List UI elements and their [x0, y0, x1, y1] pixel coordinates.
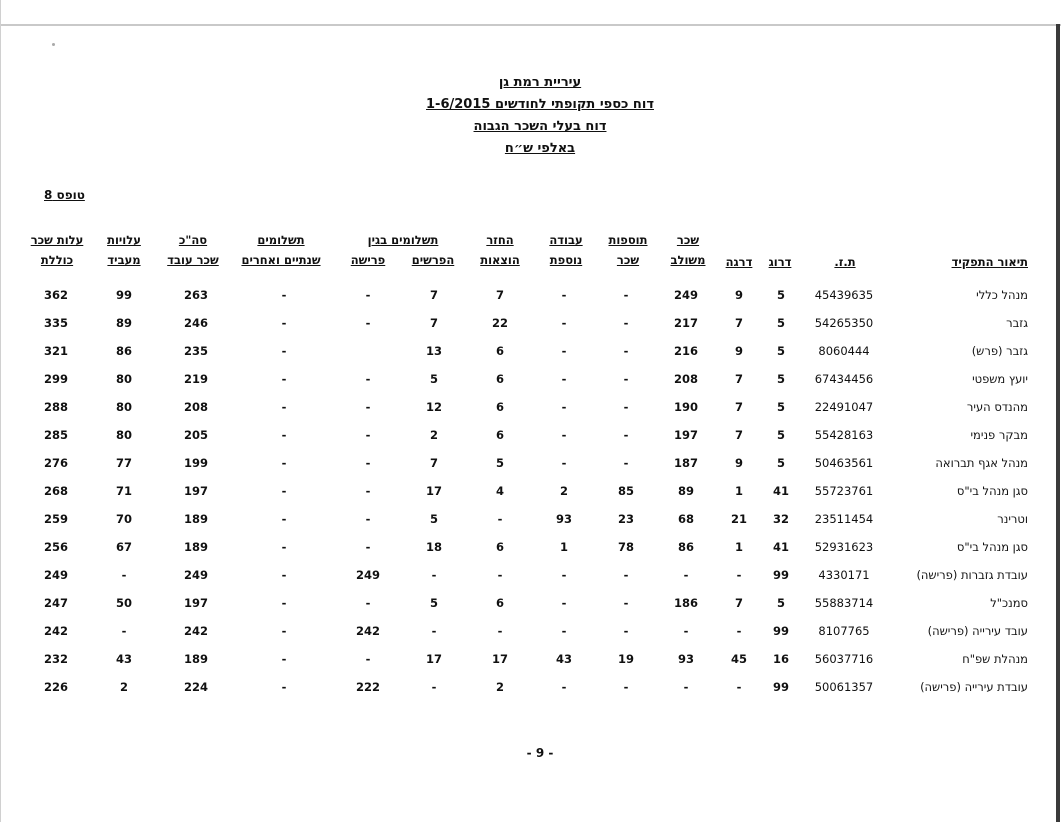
- cell-retirement: -: [365, 372, 371, 386]
- cell-id: 52931623: [814, 540, 874, 554]
- cell-description: גזבר: [1006, 316, 1028, 330]
- cell-annual-other: -: [281, 288, 287, 302]
- cell-annual-other: -: [281, 540, 287, 554]
- cell-description: מהנדס העיר: [966, 400, 1028, 414]
- header-additions-line2: שכר: [616, 253, 640, 267]
- cell-retirement-diffs: 13: [425, 344, 442, 358]
- cell-grade: 1: [734, 484, 743, 498]
- cell-grade: -: [736, 568, 742, 582]
- cell-total-cost: 256: [43, 540, 68, 554]
- cell-rank: 5: [776, 288, 785, 302]
- cell-salary-additions: -: [623, 568, 629, 582]
- cell-description: מנהל כללי: [976, 288, 1028, 302]
- cell-salary-additions: -: [623, 344, 629, 358]
- cell-employer-costs: 80: [115, 372, 132, 386]
- cell-total-cost: 299: [43, 372, 68, 386]
- cell-extra-work: -: [561, 316, 567, 330]
- header-retirement-group: תשלומים בגין: [367, 233, 439, 247]
- cell-total-salary: 199: [183, 456, 208, 470]
- table-row: [0, 596, 1061, 618]
- cell-salary-additions: -: [623, 316, 629, 330]
- cell-combined-salary: -: [683, 568, 689, 582]
- cell-combined-salary: 217: [673, 316, 698, 330]
- cell-expense-refund: 6: [495, 372, 504, 386]
- header-rank: דרוג: [768, 255, 792, 269]
- cell-expense-refund: 17: [491, 652, 508, 666]
- cell-grade: 21: [730, 512, 747, 526]
- cell-description: סגן מנהל בי"ס: [956, 484, 1028, 498]
- cell-annual-other: -: [281, 344, 287, 358]
- cell-extra-work: -: [561, 400, 567, 414]
- header-grade: דרגה: [725, 255, 753, 269]
- cell-combined-salary: 249: [673, 288, 698, 302]
- cell-extra-work: -: [561, 680, 567, 694]
- cell-total-salary: 197: [183, 596, 208, 610]
- cell-salary-additions: 78: [617, 540, 634, 554]
- header-id: ת.ז.: [834, 255, 856, 269]
- cell-retirement: -: [365, 400, 371, 414]
- cell-extra-work: 2: [559, 484, 568, 498]
- cell-employer-costs: 2: [119, 680, 128, 694]
- cell-extra-work: -: [561, 596, 567, 610]
- cell-employer-costs: 89: [115, 316, 132, 330]
- table-row: [0, 456, 1061, 478]
- cell-expense-refund: 4: [495, 484, 504, 498]
- cell-rank: 5: [776, 316, 785, 330]
- cell-expense-refund: 6: [495, 344, 504, 358]
- cell-description: גזבר (פרש): [971, 344, 1028, 358]
- cell-employer-costs: -: [121, 568, 127, 582]
- report-subject: דוח בעלי השכר הגבוה: [473, 119, 607, 134]
- cell-grade: 9: [734, 288, 743, 302]
- cell-annual-other: -: [281, 372, 287, 386]
- cell-expense-refund: 6: [495, 428, 504, 442]
- cell-total-cost: 335: [43, 316, 68, 330]
- cell-rank: 5: [776, 428, 785, 442]
- cell-total-cost: 249: [43, 568, 68, 582]
- cell-retirement-diffs: 5: [429, 372, 438, 386]
- cell-extra-work: -: [561, 624, 567, 638]
- cell-id: 8107765: [818, 624, 870, 638]
- cell-rank: 99: [772, 624, 789, 638]
- cell-rank: 5: [776, 344, 785, 358]
- cell-total-cost: 362: [43, 288, 68, 302]
- cell-id: 50061357: [814, 680, 874, 694]
- cell-combined-salary: -: [683, 624, 689, 638]
- cell-salary-additions: -: [623, 372, 629, 386]
- cell-employer-costs: 50: [115, 596, 132, 610]
- cell-extra-work: -: [561, 288, 567, 302]
- cell-rank: 5: [776, 456, 785, 470]
- cell-description: מנהל אגף תברואה: [935, 456, 1028, 470]
- cell-extra-work: 93: [555, 512, 572, 526]
- cell-description: עובד עירייה (פרישה): [927, 624, 1028, 638]
- report-units: באלפי ש״ח: [504, 141, 576, 156]
- cell-employer-costs: -: [121, 624, 127, 638]
- cell-description: וטרינר: [997, 512, 1028, 526]
- cell-salary-additions: 23: [617, 512, 634, 526]
- cell-id: 54265350: [814, 316, 874, 330]
- cell-expense-refund: 6: [495, 400, 504, 414]
- cell-description: סגן מנהל בי"ס: [956, 540, 1028, 554]
- cell-id: 23511454: [814, 512, 874, 526]
- cell-annual-other: -: [281, 624, 287, 638]
- header-combined-line1: שכר: [676, 233, 700, 247]
- cell-id: 50463561: [814, 456, 874, 470]
- cell-salary-additions: -: [623, 288, 629, 302]
- cell-employer-costs: 86: [115, 344, 132, 358]
- cell-retirement-diffs: 2: [429, 428, 438, 442]
- cell-combined-salary: 187: [673, 456, 698, 470]
- cell-retirement-diffs: -: [431, 568, 437, 582]
- cell-total-salary: 219: [183, 372, 208, 386]
- municipality-name: עיריית רמת גן: [498, 75, 582, 90]
- table-row: [0, 344, 1061, 366]
- cell-expense-refund: -: [497, 624, 503, 638]
- cell-description: יועץ משפטי: [972, 372, 1028, 386]
- cell-expense-refund: 7: [495, 288, 504, 302]
- cell-retirement-diffs: 18: [425, 540, 442, 554]
- header-total-line1: סה"כ: [178, 233, 208, 247]
- table-row: [0, 400, 1061, 422]
- scan-edge-top: [0, 24, 1061, 26]
- cell-retirement: -: [365, 456, 371, 470]
- cell-id: 22491047: [814, 400, 874, 414]
- cell-grade: 45: [730, 652, 747, 666]
- cell-id: 67434456: [814, 372, 874, 386]
- cell-total-cost: 285: [43, 428, 68, 442]
- cell-combined-salary: -: [683, 680, 689, 694]
- cell-rank: 16: [772, 652, 789, 666]
- cell-total-salary: 189: [183, 540, 208, 554]
- cell-extra-work: -: [561, 344, 567, 358]
- header-extra-line1: עבודה: [549, 233, 583, 247]
- cell-id: 56037716: [814, 652, 874, 666]
- report-title-block: [300, 72, 780, 160]
- cell-retirement-diffs: 5: [429, 512, 438, 526]
- cell-retirement-diffs: -: [431, 624, 437, 638]
- cell-total-salary: 189: [183, 652, 208, 666]
- cell-total-cost: 321: [43, 344, 68, 358]
- cell-total-cost: 226: [43, 680, 68, 694]
- cell-expense-refund: 6: [495, 540, 504, 554]
- cell-description: סמנכ"ל: [990, 596, 1028, 610]
- cell-grade: -: [736, 680, 742, 694]
- cell-retirement: 242: [355, 624, 380, 638]
- header-cost-line1: עלות שכר: [30, 233, 84, 247]
- cell-employer-costs: 67: [115, 540, 132, 554]
- cell-combined-salary: 197: [673, 428, 698, 442]
- cell-grade: 7: [734, 400, 743, 414]
- cell-total-salary: 246: [183, 316, 208, 330]
- cell-employer-costs: 70: [115, 512, 132, 526]
- header-total-line2: שכר עובד: [167, 253, 219, 267]
- cell-grade: 9: [734, 456, 743, 470]
- cell-total-salary: 224: [183, 680, 208, 694]
- cell-id: 45439635: [814, 288, 874, 302]
- header-retirement-diffs: הפרשים: [411, 253, 455, 267]
- cell-rank: 5: [776, 400, 785, 414]
- cell-retirement: -: [365, 428, 371, 442]
- cell-annual-other: -: [281, 596, 287, 610]
- cell-rank: 41: [772, 540, 789, 554]
- cell-employer-costs: 43: [115, 652, 132, 666]
- cell-expense-refund: 22: [491, 316, 508, 330]
- cell-rank: 99: [772, 680, 789, 694]
- cell-annual-other: -: [281, 680, 287, 694]
- cell-total-cost: 242: [43, 624, 68, 638]
- cell-annual-other: -: [281, 512, 287, 526]
- cell-retirement: 222: [355, 680, 380, 694]
- cell-retirement-diffs: 7: [429, 288, 438, 302]
- cell-retirement: -: [365, 512, 371, 526]
- scan-speck: [52, 43, 55, 46]
- cell-annual-other: -: [281, 484, 287, 498]
- cell-id: 55883714: [814, 596, 874, 610]
- cell-rank: 32: [772, 512, 789, 526]
- header-employer-line1: עלויות: [107, 233, 141, 247]
- cell-annual-other: -: [281, 316, 287, 330]
- page-number: - 9 -: [526, 746, 554, 760]
- table-row: [0, 316, 1061, 338]
- cell-salary-additions: -: [623, 624, 629, 638]
- table-row: [0, 372, 1061, 394]
- cell-combined-salary: 216: [673, 344, 698, 358]
- cell-combined-salary: 190: [673, 400, 698, 414]
- cell-total-cost: 247: [43, 596, 68, 610]
- header-additions-line1: תוספות: [608, 233, 648, 247]
- cell-retirement-diffs: 7: [429, 456, 438, 470]
- header-retirement: פרישה: [350, 253, 386, 267]
- cell-combined-salary: 208: [673, 372, 698, 386]
- cell-total-cost: 232: [43, 652, 68, 666]
- cell-description: עובדת עירייה (פרישה): [920, 680, 1028, 694]
- table-row: [0, 484, 1061, 506]
- cell-annual-other: -: [281, 456, 287, 470]
- cell-rank: 5: [776, 372, 785, 386]
- cell-expense-refund: -: [497, 568, 503, 582]
- cell-expense-refund: 2: [495, 680, 504, 694]
- table-row: [0, 512, 1061, 534]
- table-row: [0, 652, 1061, 674]
- cell-grade: 9: [734, 344, 743, 358]
- cell-grade: 7: [734, 372, 743, 386]
- cell-description: עובדת גזברות (פרישה): [916, 568, 1028, 582]
- cell-id: 55428163: [814, 428, 874, 442]
- cell-retirement-diffs: 17: [425, 652, 442, 666]
- cell-total-salary: 249: [183, 568, 208, 582]
- cell-grade: -: [736, 624, 742, 638]
- cell-annual-other: -: [281, 400, 287, 414]
- cell-total-cost: 276: [43, 456, 68, 470]
- cell-total-cost: 259: [43, 512, 68, 526]
- cell-retirement: -: [365, 652, 371, 666]
- cell-employer-costs: 80: [115, 428, 132, 442]
- table-row: [0, 288, 1061, 310]
- cell-combined-salary: 186: [673, 596, 698, 610]
- cell-retirement: 249: [355, 568, 380, 582]
- cell-total-salary: 189: [183, 512, 208, 526]
- report-period: דוח כספי תקופתי לחודשים 1-6/2015: [426, 97, 654, 112]
- cell-extra-work: 43: [555, 652, 572, 666]
- cell-employer-costs: 77: [115, 456, 132, 470]
- cell-total-salary: 205: [183, 428, 208, 442]
- cell-retirement: -: [365, 596, 371, 610]
- cell-id: 4330171: [818, 568, 870, 582]
- header-extra-line2: נוספת: [549, 253, 583, 267]
- header-annual-line1: תשלומים: [257, 233, 305, 247]
- cell-id: 8060444: [818, 344, 870, 358]
- cell-salary-additions: -: [623, 400, 629, 414]
- cell-retirement: -: [365, 316, 371, 330]
- cell-extra-work: -: [561, 428, 567, 442]
- cell-retirement-diffs: 5: [429, 596, 438, 610]
- cell-salary-additions: 19: [617, 652, 634, 666]
- scan-edge-right: [1056, 24, 1060, 822]
- cell-annual-other: -: [281, 652, 287, 666]
- cell-retirement-diffs: -: [431, 680, 437, 694]
- header-employer-line2: מעביד: [107, 253, 141, 267]
- header-combined-line2: משולב: [670, 253, 706, 267]
- cell-salary-additions: -: [623, 428, 629, 442]
- cell-extra-work: 1: [559, 540, 568, 554]
- cell-salary-additions: 85: [617, 484, 634, 498]
- table-row: [0, 540, 1061, 562]
- table-row: [0, 568, 1061, 590]
- cell-description: מבקר פנימי: [970, 428, 1028, 442]
- cell-description: מנהלת שפ"ח: [962, 652, 1028, 666]
- cell-combined-salary: 86: [677, 540, 694, 554]
- cell-retirement-diffs: 7: [429, 316, 438, 330]
- cell-total-cost: 268: [43, 484, 68, 498]
- cell-extra-work: -: [561, 568, 567, 582]
- cell-retirement: -: [365, 540, 371, 554]
- cell-annual-other: -: [281, 568, 287, 582]
- cell-combined-salary: 89: [677, 484, 694, 498]
- cell-total-cost: 288: [43, 400, 68, 414]
- cell-total-salary: 208: [183, 400, 208, 414]
- cell-employer-costs: 71: [115, 484, 132, 498]
- header-refund-line2: הוצאות: [480, 253, 520, 267]
- table-row: [0, 624, 1061, 646]
- cell-grade: 7: [734, 428, 743, 442]
- cell-expense-refund: 5: [495, 456, 504, 470]
- cell-annual-other: -: [281, 428, 287, 442]
- cell-grade: 7: [734, 316, 743, 330]
- cell-salary-additions: -: [623, 596, 629, 610]
- cell-extra-work: -: [561, 372, 567, 386]
- cell-total-salary: 197: [183, 484, 208, 498]
- cell-employer-costs: 80: [115, 400, 132, 414]
- cell-grade: 7: [734, 596, 743, 610]
- cell-retirement-diffs: 17: [425, 484, 442, 498]
- cell-expense-refund: -: [497, 512, 503, 526]
- cell-id: 55723761: [814, 484, 874, 498]
- cell-combined-salary: 93: [677, 652, 694, 666]
- cell-total-salary: 235: [183, 344, 208, 358]
- cell-rank: 99: [772, 568, 789, 582]
- header-cost-line2: כוללת: [40, 253, 74, 267]
- header-description: תיאור התפקיד: [951, 255, 1028, 269]
- cell-employer-costs: 99: [115, 288, 132, 302]
- cell-rank: 5: [776, 596, 785, 610]
- form-label: טופס 8: [44, 188, 85, 202]
- table-row: [0, 428, 1061, 450]
- cell-total-salary: 242: [183, 624, 208, 638]
- cell-retirement: -: [365, 484, 371, 498]
- cell-combined-salary: 68: [677, 512, 694, 526]
- cell-retirement: -: [365, 288, 371, 302]
- cell-salary-additions: -: [623, 456, 629, 470]
- cell-rank: 41: [772, 484, 789, 498]
- cell-expense-refund: 6: [495, 596, 504, 610]
- table-row: [0, 680, 1061, 702]
- cell-extra-work: -: [561, 456, 567, 470]
- cell-grade: 1: [734, 540, 743, 554]
- header-refund-line1: החזר: [486, 233, 514, 247]
- cell-total-salary: 263: [183, 288, 208, 302]
- header-annual-line2: שנתיים ואחרים: [241, 253, 321, 267]
- cell-retirement-diffs: 12: [425, 400, 442, 414]
- cell-salary-additions: -: [623, 680, 629, 694]
